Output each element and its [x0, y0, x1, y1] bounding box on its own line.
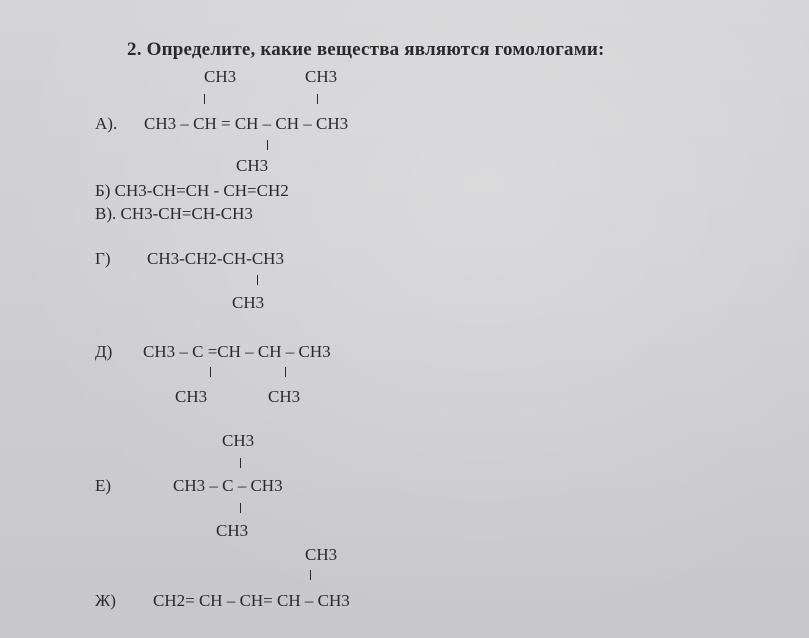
formula-e-main-chain: CH3 – C – CH3	[173, 476, 283, 495]
formula-g-main-chain: CH3-CH2-CH-CH3	[147, 249, 284, 268]
formula-d-branch-bottom-2: CH3	[268, 387, 301, 406]
formula-d-main-chain: CH3 – C =CH – CH – CH3	[143, 342, 331, 361]
option-v-formula: В). CH3-CH=CH-CH3	[95, 204, 253, 223]
formula-d-branch-bottom-1: CH3	[175, 387, 208, 406]
option-g-label: Г)	[95, 249, 111, 268]
formula-e-branch-top: CH3	[222, 431, 255, 450]
formula-a-branch-top-1: CH3	[204, 67, 237, 86]
bond-line	[257, 275, 258, 285]
bond-line	[285, 367, 286, 377]
formula-zh-main-chain: CH2= CH – CH= CH – CH3	[153, 591, 350, 610]
option-b-formula: Б) CH3-CH=CH - CH=CH2	[95, 181, 289, 200]
bond-line	[310, 570, 311, 580]
bond-line	[317, 94, 318, 104]
formula-zh-branch-top: CH3	[305, 545, 338, 564]
bond-line	[210, 367, 211, 377]
bond-line	[267, 140, 268, 150]
option-zh-label: Ж)	[95, 591, 116, 610]
formula-a-main-chain: CH3 – CH = CH – CH – CH3	[144, 114, 349, 133]
option-d-label: Д)	[95, 342, 113, 361]
bond-line	[204, 94, 205, 104]
option-a-label: А).	[95, 114, 118, 133]
task-title: 2. Определите, какие вещества являются гомологами:	[127, 39, 605, 60]
bond-line	[240, 458, 241, 468]
formula-e-branch-bottom: CH3	[216, 521, 249, 540]
bond-line	[240, 503, 241, 513]
formula-a-branch-top-2: CH3	[305, 67, 338, 86]
formula-g-branch-bottom: CH3	[232, 293, 265, 312]
option-e-label: Е)	[95, 476, 112, 495]
formula-a-branch-bottom: CH3	[236, 156, 269, 175]
